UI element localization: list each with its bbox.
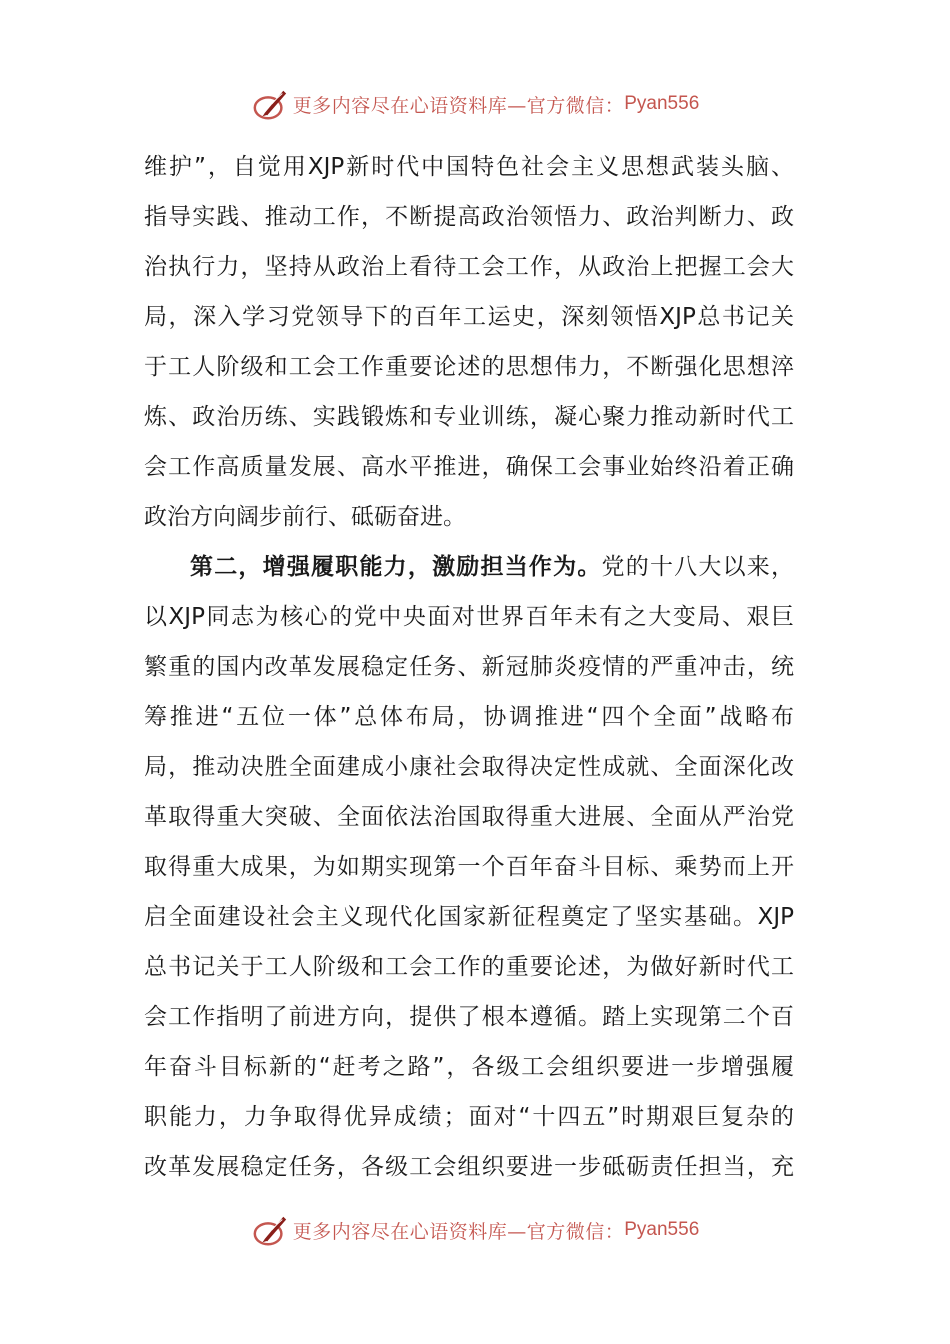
text-line: 启全面建设社会主义现代化国家新征程奠定了坚实基础。XJP [144, 904, 794, 930]
text-line: 会工作指明了前进方向，提供了根本遵循。踏上实现第二个百 [144, 1004, 794, 1030]
text-line: 筹推进“五位一体”总体布局，协调推进“四个全面”战略布 [144, 704, 794, 730]
paragraph-2-first-line [144, 542, 794, 592]
text-line: 指导实践、推动工作，不断提高政治领悟力、政治判断力、政 [144, 204, 794, 230]
text-line: 治执行力，坚持从政治上看待工会工作，从政治上把握工会大 [144, 254, 794, 280]
text-line: 维护”，自觉用XJP新时代中国特色社会主义思想武装头脑、 [144, 154, 794, 180]
section-heading: 第二，增强履职能力，激励担当作为。 [190, 554, 602, 580]
footer-banner-text: 更多内容尽在心语资料库—官方微信： [292, 1220, 625, 1243]
text-line: 总书记关于工人阶级和工会工作的重要论述，为做好新时代工 [144, 954, 794, 980]
text-line: 改革发展稳定任务，各级工会组织要进一步砥砺责任担当，充 [144, 1154, 794, 1180]
text-line: 革取得重大突破、全面依法治国取得重大进展、全面从严治党 [144, 804, 794, 830]
text-line: 以XJP同志为核心的党中央面对世界百年未有之大变局、艰巨 [144, 604, 794, 630]
header-banner-handle: Pyan556 [624, 93, 700, 114]
paragraph-2 [144, 542, 794, 1192]
footer-banner-handle: Pyan556 [624, 1219, 700, 1240]
header-banner-text: 更多内容尽在心语资料库—官方微信： [292, 94, 625, 117]
text-line: 局，推动决胜全面建成小康社会取得决定性成就、全面深化改 [144, 754, 794, 780]
quill-pen-logo-icon [251, 1211, 289, 1249]
text-line: 会工作高质量发展、高水平推进，确保工会事业始终沿着正确 [144, 454, 794, 480]
text-line: 于工人阶级和工会工作重要论述的思想伟力，不断强化思想淬 [144, 354, 794, 380]
footer-banner [0, 1208, 950, 1252]
header-banner [0, 82, 950, 126]
quill-pen-logo-icon [251, 85, 289, 123]
text-line: 取得重大成果，为如期实现第一个百年奋斗目标、乘势而上开 [144, 854, 794, 880]
text-line: 年奋斗目标新的“赶考之路”，各级工会组织要进一步增强履 [144, 1054, 794, 1080]
paragraph-1 [144, 142, 794, 542]
text-line: 局，深入学习党领导下的百年工运史，深刻领悟XJP总书记关 [144, 304, 794, 330]
text-line: 繁重的国内改革发展稳定任务、新冠肺炎疫情的严重冲击，统 [144, 654, 794, 680]
text-line-continuation: 党的十八大以来， [601, 554, 794, 580]
text-line: 政治方向阔步前行、砥砺奋进。 [144, 504, 466, 530]
document-body [144, 142, 794, 1192]
text-line: 炼、政治历练、实践锻炼和专业训练，凝心聚力推动新时代工 [144, 404, 794, 430]
text-line: 职能力，力争取得优异成绩；面对“十四五”时期艰巨复杂的 [144, 1104, 794, 1130]
